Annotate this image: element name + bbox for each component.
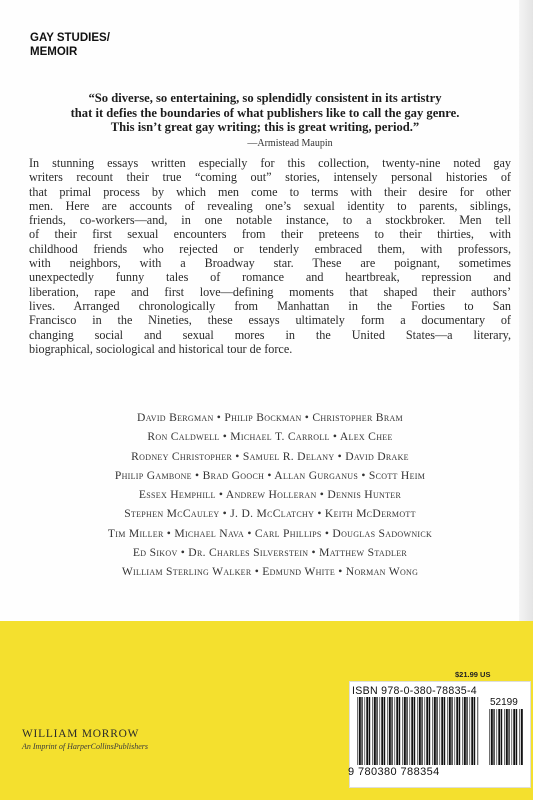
description-line: men. Here are accounts of revealing one’s sexual identity to parents, siblings, [29, 198, 511, 213]
contributor-line: Tim Miller • Michael Nava • Carl Phillips • Douglas Sadownick [107, 526, 433, 540]
description-line: of their first sexual encounters from their preteens to their thirties, with [29, 227, 511, 242]
description-line: childhood friends who rejected or tenderly embraced them, with professors, [29, 241, 511, 256]
description-line: biographical, sociological and historical tour de force. [29, 341, 293, 356]
publisher-imprint: An Imprint of HarperCollinsPublishers [22, 742, 149, 751]
publisher-name: WILLIAM MORROW [22, 728, 140, 740]
description-line: Francisco in the Nineties, these essays ultimately form a documentary of [29, 313, 511, 328]
quote-line: “So diverse, so entertaining, so splendidly consistent in its artistry [88, 91, 442, 105]
contributor-line: Stephen McCauley • J. D. McClatchy • Keith McDermott [124, 507, 416, 521]
isbn-text: ISBN 978-0-380-78835-4 [352, 685, 477, 697]
category-line-1: GAY STUDIES/ [30, 32, 110, 44]
contributor-line: William Sterling Walker • Edmund White • Norman Wong [121, 565, 419, 579]
publisher-logo [22, 728, 148, 751]
quote-line: that it defies the boundaries of what publishers like to call the gay genre. [70, 105, 460, 120]
quote-attribution: —Armistead Maupin [247, 138, 333, 149]
price-label: $21.99 US [455, 670, 491, 679]
category-line-2: MEMOIR [30, 46, 78, 58]
quote-line: This isn’t great gay writing; this is great writing, period.” [110, 120, 420, 135]
category-label [30, 31, 110, 59]
contributor-line: Ed Sikov • Dr. Charles Silverstein • Matthew Stadler [132, 546, 408, 560]
contributor-line: Rodney Christopher • Samuel R. Delany • David Drake [131, 449, 409, 463]
contributor-line: Essex Hemphill • Andrew Holleran • Dennis Hunter [138, 488, 402, 502]
barcode-addon-icon [489, 709, 523, 765]
description-line: changing social and sexual mores in the United States—a literary, [29, 327, 511, 342]
price-code: 52199 [490, 697, 518, 708]
description-line: In stunning essays written especially for this collection, twenty-nine noted gay [29, 156, 511, 170]
contributor-list [20, 408, 520, 582]
description-paragraph [29, 156, 511, 356]
description-line: with neighbors, with a Broadway star. These are poignant, sometimes [29, 256, 511, 271]
barcode-main-icon [357, 697, 479, 765]
description-line: liberation, rape and first love—defining moments that shaped their authors’ [29, 284, 511, 299]
contributor-line: Philip Gambone • Brad Gooch • Allan Gurganus • Scott Heim [114, 468, 426, 482]
description-line: unexpectedly funny tales of romance and heartbreak, repression and [29, 270, 511, 285]
description-line: that primal process by which men come to terms with their desire for other [29, 184, 511, 199]
endorsement-quote [20, 91, 510, 135]
description-line: lives. Arranged chronologically from Manhattan in the Forties to San [29, 298, 511, 313]
contributor-line: Ron Caldwell • Michael T. Carroll • Alex Chee [147, 430, 393, 444]
description-line: friends, co-workers—and, in one notable instance, to a stockbroker. Men tell [29, 213, 511, 228]
description-line: writers recount their true “coming out” stories, intensely personal histories of [29, 170, 511, 185]
contributor-line: David Bergman • Philip Bockman • Christopher Bram [137, 411, 403, 424]
ean-number: 9 780380 788354 [348, 766, 440, 778]
